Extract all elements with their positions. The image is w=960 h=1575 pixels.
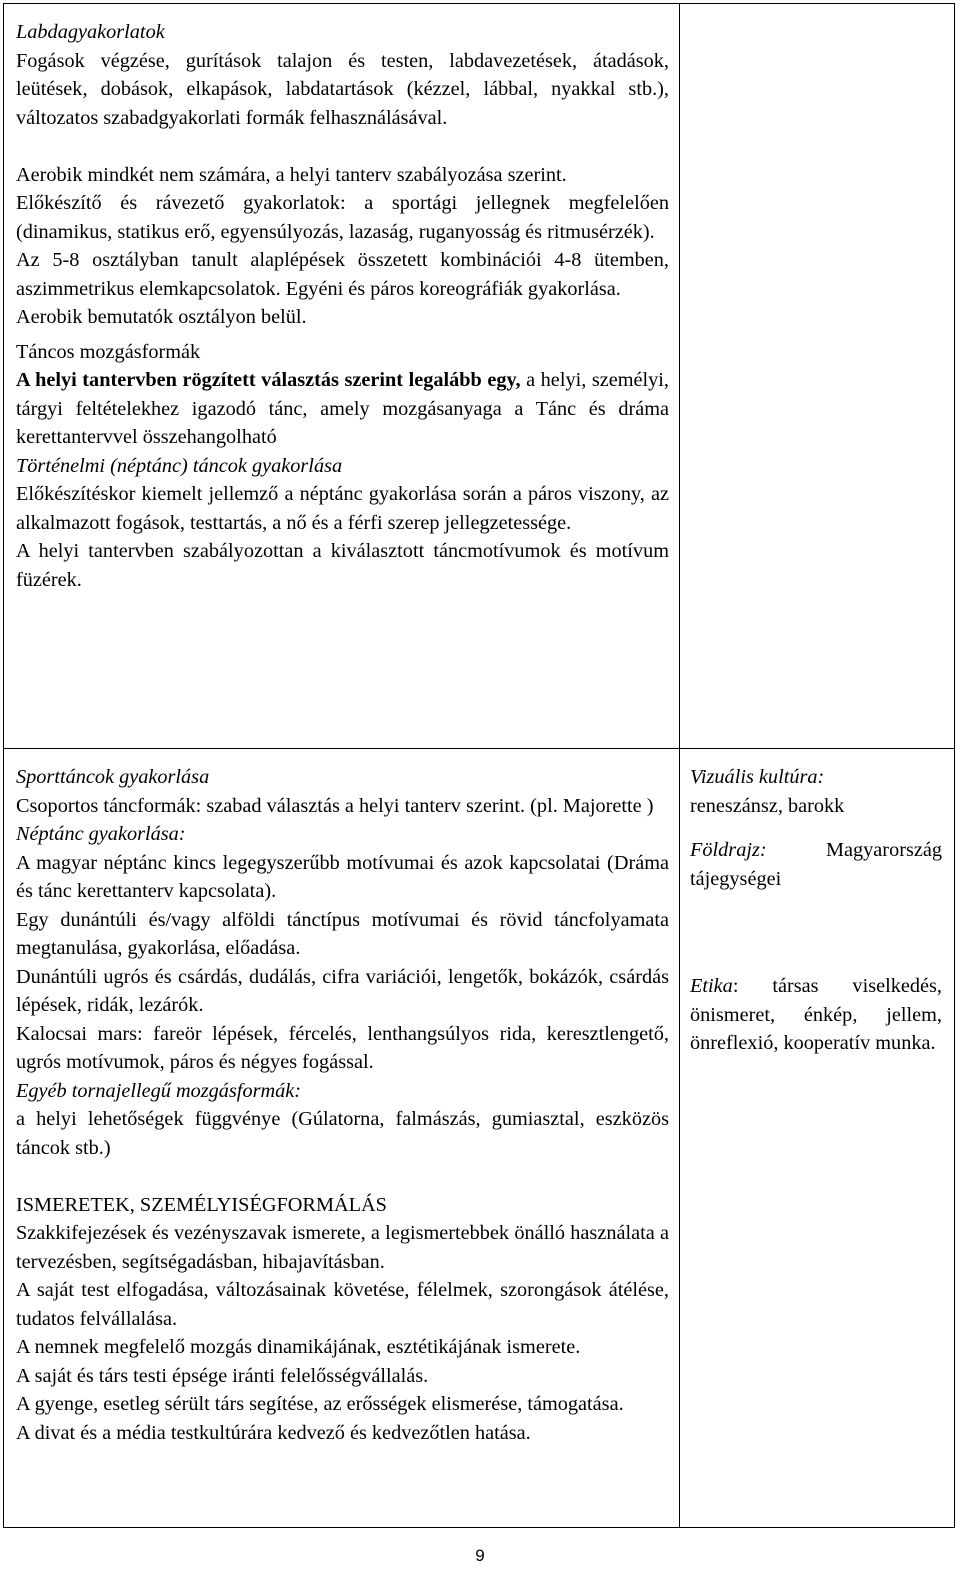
section-heading: Labdagyakorlatok bbox=[16, 21, 165, 43]
paragraph: A helyi tantervben szabályozottan a kiválasztott táncmotívumok és motívum füzérek. bbox=[16, 540, 669, 591]
paragraph: Egy dunántúli és/vagy alföldi tánctípus motívumai és rövid táncfolyamata megtanulása, gyakorlása, előadása. bbox=[16, 908, 669, 959]
table-row bbox=[4, 749, 955, 1528]
paragraph: Dunántúli ugrós és csárdás, dudálás, cifra variációi, lengetők, bokázók, csárdás lépések, ridák, lezárók. bbox=[16, 965, 669, 1016]
section-heading: Egyéb tornajellegű mozgásformák: bbox=[16, 1079, 302, 1102]
italic-heading: Történelmi (néptánc) táncok gyakorlása bbox=[16, 454, 343, 477]
paragraph bbox=[16, 366, 669, 452]
connection-text: : társas viselkedés, önismeret, énkép, jellem, önreflexió, kooperatív munka. bbox=[690, 975, 942, 1054]
paragraph: Aerobik bemutatók osztályon belül. bbox=[16, 306, 307, 328]
connection-text: Magyarország tájegységei bbox=[690, 839, 942, 890]
paragraph: A nemnek megfelelő mozgás dinamikájának, esztétikájának ismerete. bbox=[16, 1336, 581, 1358]
paragraph: A saját és társ testi épsége iránti felelősségvállalás. bbox=[16, 1364, 429, 1387]
section-heading: Néptánc gyakorlása: bbox=[16, 823, 186, 845]
paragraph: A divat és a média testkultúrára kedvező és kedvezőtlen hatása. bbox=[16, 1421, 531, 1444]
bold-text: A helyi tantervben rögzített választás szerint legalább egy, bbox=[16, 369, 521, 391]
connection-geography bbox=[690, 836, 942, 893]
connection-visual-text: reneszánsz, barokk bbox=[690, 794, 845, 817]
content-cell-bottom bbox=[4, 749, 680, 1528]
section-title: ISMERETEK, SZEMÉLYISÉGFORMÁLÁS bbox=[16, 1193, 387, 1216]
page-number: 9 bbox=[475, 1546, 485, 1565]
paragraph: Kalocsai mars: fareör lépések, fércelés, lenthangsúlyos rida, keresztlengető, ugrós motívumok, páros és négyes fogással. bbox=[16, 1022, 669, 1073]
paragraph-text: a helyi, személyi, tárgyi feltételekhez igazodó tánc, amely mozgásanyaga a Tánc és dráma kerettantervvel összehangolható bbox=[16, 369, 669, 448]
content-cell-top bbox=[4, 4, 680, 749]
connection-visual bbox=[690, 763, 942, 792]
curriculum-table bbox=[3, 3, 955, 1528]
paragraph: A gyenge, esetleg sérült társ segítése, az erősségek elismerése, támogatása. bbox=[16, 1393, 624, 1415]
paragraph: Előkészítéskor kiemelt jellemző a néptánc gyakorlása során a páros viszony, az alkalmazott fogások, testtartás, a nő és a férfi szerep jellegzetessége. bbox=[16, 483, 669, 534]
paragraph: Szakkifejezések és vezényszavak ismerete, a legismertebbek önálló használata a tervezésben, segítségadásban, hibajavításban. bbox=[16, 1222, 669, 1273]
paragraph: Fogások végzése, gurítások talajon és testen, labdavezetések, átadások, leütések, dobások, elkapások, labdatartások (kézzel, lábbal, nyakkal stb.), változatos szabadgyakorlati formák felhasználásával. bbox=[16, 49, 669, 129]
paragraph: a helyi lehetőségek függvénye (Gúlatorna, falmászás, gumiasztal, eszközös táncok stb.) bbox=[16, 1108, 669, 1159]
paragraph: Aerobik mindkét nem számára, a helyi tanterv szabályozása szerint. bbox=[16, 163, 567, 186]
connection-ethics bbox=[690, 972, 942, 1058]
subject-label: Vizuális kultúra: bbox=[690, 766, 825, 788]
paragraph: Az 5-8 osztályban tanult alaplépések összetett kombinációi 4-8 ütemben, aszimmetrikus elemkapcsolatok. Egyéni és páros koreográfiák gyakorlása. bbox=[16, 249, 669, 300]
paragraph: Csoportos táncformák: szabad választás a helyi tanterv szerint. (pl. Majorette ) bbox=[16, 794, 654, 817]
subject-label: Etika bbox=[690, 975, 733, 997]
paragraph: A saját test elfogadása, változásainak követése, félelmek, szorongások átélése, tudatos felvállalása. bbox=[16, 1279, 669, 1330]
subject-label: Földrajz: bbox=[690, 839, 767, 861]
subheading: Táncos mozgásformák bbox=[16, 340, 201, 363]
table-row bbox=[4, 4, 955, 749]
side-cell-top bbox=[680, 4, 955, 749]
paragraph: Előkészítő és rávezető gyakorlatok: a sportági jellegnek megfelelően (dinamikus, statikus erő, egyensúlyozás, lazaság, ruganyosság és ritmusérzék). bbox=[16, 192, 669, 243]
paragraph: A magyar néptánc kincs legegyszerűbb motívumai és azok kapcsolatai (Dráma és tánc kerettanterv kapcsolata). bbox=[16, 851, 669, 902]
side-cell-bottom bbox=[680, 749, 955, 1528]
section-heading: Sporttáncok gyakorlása bbox=[16, 766, 210, 788]
